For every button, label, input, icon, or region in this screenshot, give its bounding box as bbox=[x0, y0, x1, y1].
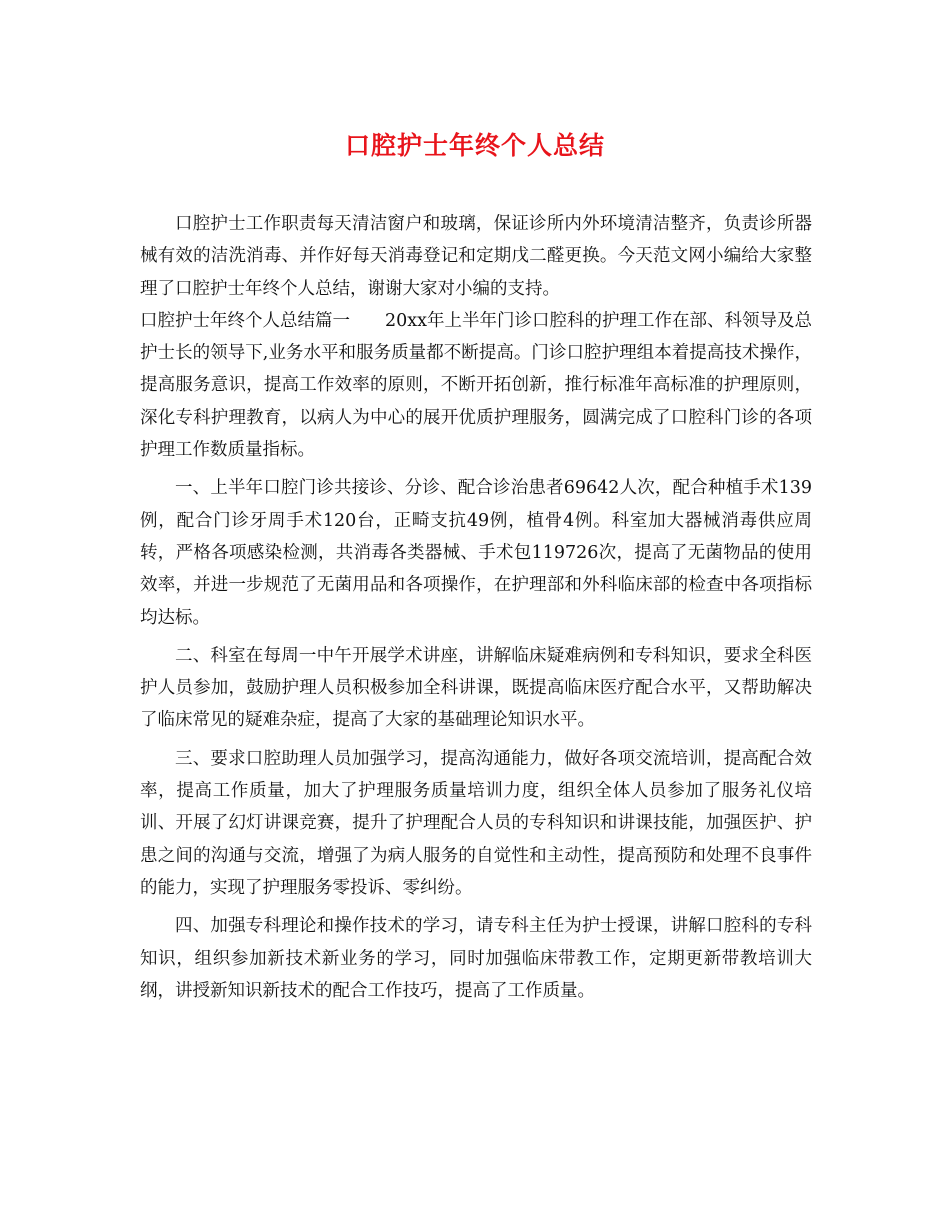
point-four-paragraph: 四、加强专科理论和操作技术的学习，请专科主任为护士授课，讲解口腔科的专科知识，组织参加新技术新业务的学习，同时加强临床带教工作，定期更新带教培训大纲，讲授新知识新技术的配合工作技巧，提高了工作质量。 bbox=[140, 916, 812, 1001]
section-one-intro-paragraph: 口腔护士年终个人总结篇一 20xx年上半年门诊口腔科的护理工作在部、科领导及总护士长的领导下,业务水平和服务质量都不断提高。门诊口腔护理组本着提高技术操作，提高服务意识，提高工作效率的原则，不断开拓创新，推行标准年高标准的护理原则，深化专科护理教育，以病人为中心的展开优质护理服务，圆满完成了口腔科门诊的各项护理工作数质量指标。 bbox=[140, 310, 813, 461]
point-one-paragraph: 一、上半年口腔门诊共接诊、分诊、配合诊治患者69642人次，配合种植手术139例，配合门诊牙周手术120台，正畸支抗49例，植骨4例。科室加大器械消毒供应周转，严格各项感染检测，共消毒各类器械、手术包119726次，提高了无菌物品的使用效率，并进一步规范了无菌用品和各项操作，在护理部和外科临床部的检查中各项指标均达标。 bbox=[140, 478, 812, 628]
point-three-paragraph: 三、要求口腔助理人员加强学习，提高沟通能力，做好各项交流培训，提高配合效率，提高工作质量，加大了护理服务质量培训力度，组织全体人员参加了服务礼仪培训、开展了幻灯讲课竞赛，提升了护理配合人员的专科知识和讲课技能，加强医护、护患之间的沟通与交流，增强了为病人服务的自觉性和主动性，提高预防和处理不良事件的能力，实现了护理服务零投诉、零纠纷。 bbox=[140, 748, 812, 898]
document-title: 口腔护士年终个人总结 bbox=[344, 131, 605, 160]
point-two-paragraph: 二、科室在每周一中午开展学术讲座，讲解临床疑难病例和专科知识，要求全科医护人员参加，鼓励护理人员积极参加全科讲课，既提高临床医疗配合水平，又帮助解决了临床常见的疑难杂症，提高了大家的基础理论知识水平。 bbox=[140, 645, 812, 731]
document-body bbox=[140, 208, 812, 1007]
intro-paragraph: 口腔护士工作职责每天清洁窗户和玻璃，保证诊所内外环境清洁整齐，负责诊所器械有效的洁洗消毒、并作好每天消毒登记和定期戊二醛更换。今天范文网小编给大家整理了口腔护士年终个人总结，谢谢大家对小编的支持。 bbox=[140, 214, 812, 299]
